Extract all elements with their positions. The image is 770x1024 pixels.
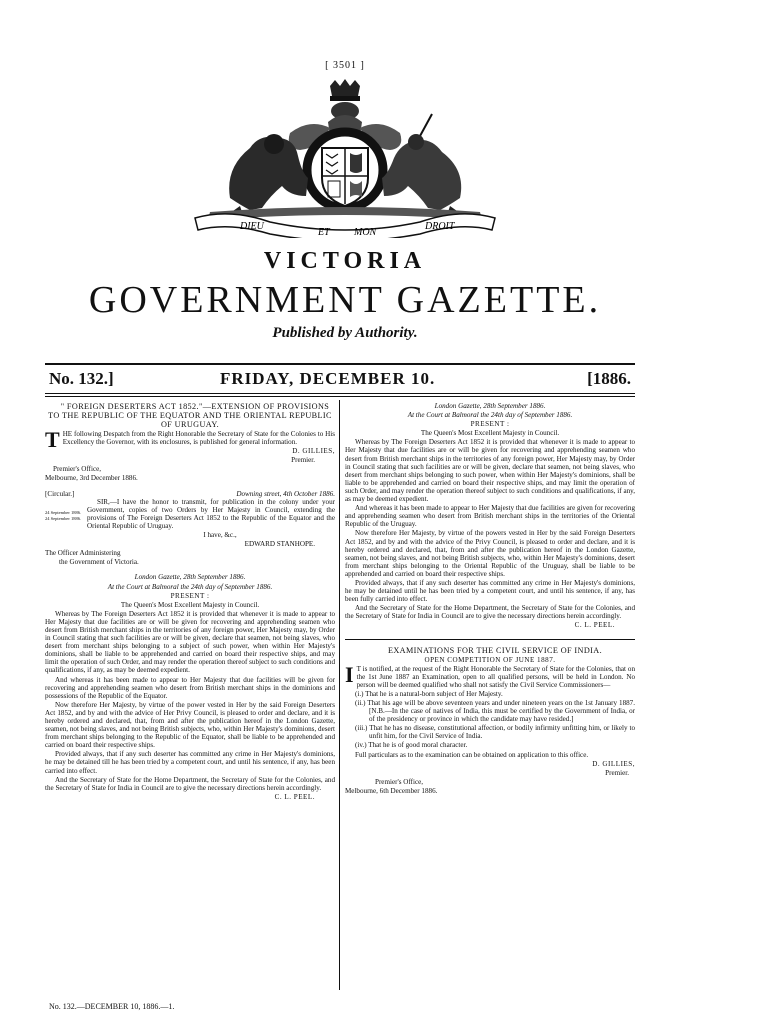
masthead-rule-bottom-2	[45, 396, 635, 397]
open-competition-subheading: OPEN COMPETITION OF JUNE 1887.	[424, 655, 556, 664]
peel-signature-left: C. L. PEEL.	[274, 792, 315, 801]
uruguay-order-p3: Now therefore Her Majesty, by virtue of the powers vested in Her by the said Foreign Deserters Act 1852, and by and with the advice of the Privy Council, is pleased to order and declare, and it is hereby ordered and declared, that, from and after the publication hereof in the London Gazette, seamen, not being slaves, and not being British subjects, who, within Her Majesty's dominions, desert from merchant ships belonging to the Oriental Republic of the Uruguay, shall be liable to be apprehended and carried on board their respective ships.	[345, 529, 635, 578]
royal-coat-of-arms-icon	[170, 78, 520, 238]
london-gazette-date-right: London Gazette, 28th September 1886.	[434, 402, 546, 410]
qualification-item: (iv.) That he is of good moral character.	[355, 741, 468, 750]
gillies-title: Premier.	[291, 456, 315, 465]
peel-signature-right: C. L. PEEL.	[574, 621, 615, 630]
qualification-item: (iii.) That he has no disease, constitutional affection, or bodily infirmity unfitting him, or likely to unfit him, for the Civil Service of India.	[355, 724, 635, 741]
civil-service-exam-heading: EXAMINATIONS FOR THE CIVIL SERVICE OF INDIA.	[387, 645, 603, 655]
motto-word-dieu: DIEU	[240, 221, 264, 232]
published-by-authority: Published by Authority.	[272, 325, 418, 341]
issue-date: FRIDAY, DECEMBER 10.	[220, 369, 436, 388]
premiers-office-right: Premier's Office,	[375, 777, 424, 786]
court-at-balmoral: At the Court at Balmoral the 24th day of September 1886.	[107, 582, 273, 591]
qualification-item: (i.) That he is a natural-born subject of Her Majesty.	[355, 689, 503, 698]
despatch-body: SIR,—I have the honor to transmit, for publication in the colony under your Government, copies of two Orders by Her Majesty in Council, extending the provisions of The Foreign Deserters Act 1852 to the Republic of the Equator and the Oriental Republic of Uruguay.	[87, 497, 335, 530]
masthead-rule-top	[45, 363, 635, 365]
gillies-signature-right: D. GILLIES,	[592, 759, 635, 768]
drop-cap-i: I	[345, 661, 354, 687]
despatch-letter	[45, 498, 335, 531]
masthead-rule-bottom	[45, 393, 635, 394]
downing-street-date: Downing street, 4th October 1886.	[236, 489, 335, 498]
column-divider	[339, 400, 340, 990]
premiers-office-date-right: Melbourne, 6th December 1886.	[345, 786, 438, 795]
uruguay-order-p2: And whereas it has been made to appear to Her Majesty that due facilities are given for recovering and apprehending seamen who desert from British merchant ships in the territories of the Oriental Republic of the Uruguay.	[345, 504, 635, 529]
motto-word-mon: MON	[354, 227, 377, 238]
present-label: PRESENT :	[170, 591, 210, 600]
gillies-title-right: Premier.	[605, 768, 629, 777]
masthead-title-gazette: GOVERNMENT GAZETTE.	[88, 279, 602, 321]
premiers-office: Premier's Office,	[53, 465, 102, 474]
officer-administering: The Officer Administering	[45, 549, 121, 558]
present-label-right: PRESENT :	[470, 420, 510, 429]
exam-notice-intro: I T is notified, at the request of the Right Honorable the Secretary of State for the Colonies, that on the 1st June 1887 an Examination, open to all qualified persons, will be held in London. No person will be deemed qualified who shall not satisfy the Civil Service Commissioners—	[345, 661, 635, 689]
margin-notes: 24 September 1886. 24 September 1886.	[45, 509, 82, 521]
drop-cap-t: T	[45, 427, 60, 452]
equator-order-p4: Provided always, that if any such deserter has committed any crime in Her Majesty's dominions, he may be detained till he has been tried by a competent court, and until his sentence, if any, has been carried into effect.	[45, 750, 335, 775]
equator-order-p3: Now therefore Her Majesty, by virtue of the power vested in Her by the said Foreign Deserters Act 1852, and by and with the advice of Her Privy Council, is pleased to order and declare, and it is hereby ordered and declared, that, from and after the publication hereof in the London Gazette, seamen, not being slaves, and not being British subjects, who, within Her Majesty's dominions, desert from merchant ships belonging to the Republic of the Equator, shall be liable to be apprehended and carried on board their respective ships.	[45, 700, 335, 750]
uruguay-order-p5: And the Secretary of State for the Home Department, the Secretary of State for the Colonies, and the Secretary of State for India in Council are to give the necessary directions herein accordingly.	[345, 604, 635, 621]
queen-in-council-right: The Queen's Most Excellent Majesty in Council.	[420, 429, 560, 438]
left-column	[45, 402, 335, 802]
motto-word-droit: DROIT	[425, 221, 455, 232]
page-number: [ 3501 ]	[325, 60, 365, 71]
circular-label: [Circular.]	[45, 489, 75, 498]
footer-issue-ref: No. 132.—DECEMBER 10, 1886.—1.	[49, 1002, 175, 1011]
uruguay-order-p1: Whereas by The Foreign Deserters Act 1852 it is provided that whenever it is made to appear to Her Majesty that due facilities are or will be given for recovering and apprehending seamen who desert from British merchant ships in the territories of any foreign power, Her Majesty may, by Order in Council stating that such facilities are or will be given, declare that seamen, not being slaves, who desert from merchant ships belonging to such power, when within Her Majesty's dominions, shall be liable to be apprehended and carried on board their respective ships, and may limit the operation of such Order, and may render the operation thereof subject to such conditions and qualifications, if any, as may be deemed expedient.	[345, 438, 635, 504]
premiers-office-date: Melbourne, 3rd December 1886.	[45, 474, 138, 483]
issue-number: No. 132.]	[49, 369, 114, 388]
london-gazette-date: London Gazette, 28th September 1886.	[134, 573, 246, 582]
circular-line	[45, 490, 335, 498]
section-rule	[345, 639, 635, 640]
full-particulars: Full particulars as to the examination can be obtained on application to this office.	[355, 750, 589, 759]
equator-order-p1: Whereas by The Foreign Deserters Act 1852 it is provided that whenever it is made to appear to Her Majesty that due facilities are or will be given for recovering and apprehending seamen who desert from British merchant ships in the territories of any foreign power, Her Majesty may, by Order in Council stating that such facilities are or will be given, declare that seamen, not being slaves, who desert from merchant ships belonging to a subject of such power, when within Her Majesty's dominions, shall be liable to be apprehended and carried on board their respective ships, and may limit the operation of such Order, and may render the operation thereof subject to such conditions and qualifications, if any, as may be deemed expedient.	[45, 609, 335, 675]
court-at-balmoral-right: At the Court at Balmoral the 24th day of September 1886.	[407, 411, 573, 420]
equator-order-p5: And the Secretary of State for the Home Department, the Secretary of State for the Colonies, and the Secretary of State for India in Council are to give the necessary directions herein accordingly.	[45, 775, 335, 792]
qualification-item: (ii.) That his age will be above seventeen years and under nineteen years on the 1st January 1887. [N.B.—In the case of natives of India, this must be certified by the Government of India, or of the presidency or province in which the candidate may have resided.]	[355, 699, 635, 724]
gillies-signature: D. GILLIES,	[292, 447, 335, 456]
issue-year: [1886.	[587, 369, 631, 388]
i-have-closing: I have, &c.,	[203, 531, 237, 540]
masthead-title-victoria: VICTORIA	[263, 248, 427, 274]
motto-word-et: ET	[318, 227, 330, 238]
stanhope-signature: EDWARD STANHOPE.	[244, 540, 315, 549]
despatch-intro: THE following Despatch from the Right Honorable the Secretary of State for the Colonies to His Excellency the Governor, with its enclosures, is published for general information.	[45, 427, 335, 452]
equator-order-p2: And whereas it has been made to appear to Her Majesty that due facilities will be given for recovering and apprehending seamen who desert from British merchant ships in the dominions and possessions of the Republic of the Equator.	[45, 675, 335, 700]
government-of-victoria: the Government of Victoria.	[59, 558, 139, 567]
uruguay-order-p4: Provided always, that if any such deserter has committed any crime in Her Majesty's dominions, he may be detained until he has been tried by a competent court, and until his sentence, if any, has been fully carried into effect.	[345, 578, 635, 604]
masthead-dateline	[45, 369, 635, 391]
right-column	[345, 402, 635, 796]
deserters-act-heading: " FOREIGN DESERTERS ACT 1852."—EXTENSION OF PROVISIONS TO THE REPUBLIC OF THE EQUATOR AND THE ORIENTAL REPUBLIC OF URUGUAY.	[48, 402, 332, 429]
queen-in-council: The Queen's Most Excellent Majesty in Council.	[120, 600, 260, 609]
